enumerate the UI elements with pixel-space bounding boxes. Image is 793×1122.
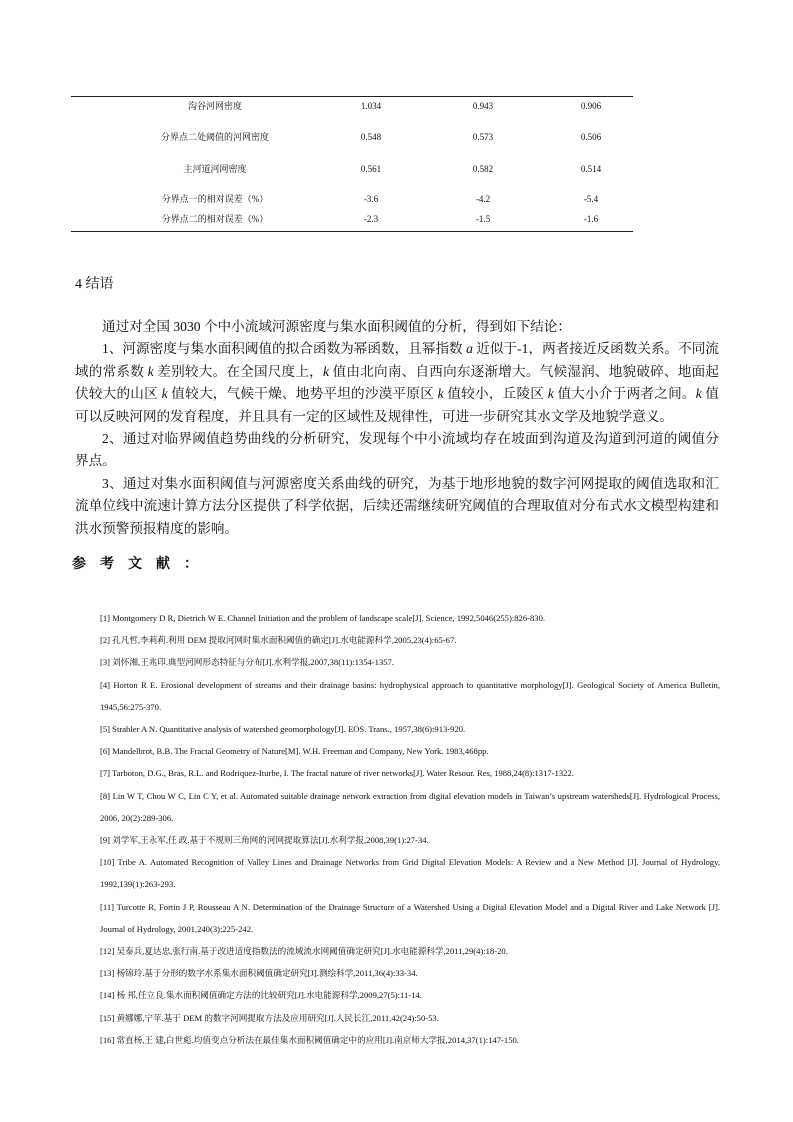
reference-item: [16] 常直杨,王 建,白世彪.均值变点分析法在最佳集水面积阈值确定中的应用[J].南京师大学报,2014,37(1):147-150. bbox=[100, 1034, 519, 1045]
references-list bbox=[100, 607, 720, 1051]
reference-item: [4] Horton R E. Erosional development of streams and their drainage basins: hydrophysical approach to quantitative morphology[J]. Geological Society of America Bulletin, 1945,56:275-370. bbox=[100, 679, 720, 712]
table-cell: 主河道河网密度 bbox=[183, 164, 247, 174]
conclusion-item-1: 1、河源密度与集水面积阈值的拟合函数为幂函数，且幂指数 a 近似于-1，两者接近反函数关系。不同流域的常系数 k 差别较大。在全国尺度上，k 值由北向南、自西向东逐渐增大。气候湿润、地貌破碎、地面起伏较大的山区 k 值较大，气候干燥、地势平坦的沙漠平原区 k 值较小，丘陵区 k 值大小介于两者之间。k 值可以反映河网的发育程度，并且具有一定的区域性及规律性，可进一步研究其水文学及地貌学意义。 bbox=[75, 341, 720, 424]
table-row bbox=[71, 130, 633, 144]
reference-item: [5] Strahler A N. Quantitative analysis of watershed geomorphology[J]. EOS. Trans., 1957,38(6):913-920. bbox=[100, 724, 466, 735]
table-cell: 0.582 bbox=[472, 164, 494, 174]
reference-item: [7] Tarboton, D.G., Bras, R.L. and Rodriquez-Iturbe, I. The fractal nature of river networks[J]. Water Resour. Res, 1988,24(8):1317-1322. bbox=[100, 768, 574, 779]
table-cell: 0.943 bbox=[472, 101, 494, 111]
reference-item: [10] Tribe A. Automated Recognition of Valley Lines and Drainage Networks from Grid Digital Elevation Models: A Review and a New Method [J]. Journal of Hydrology, 1992,139(1):263-293. bbox=[100, 857, 720, 890]
table-cell: 0.906 bbox=[580, 101, 602, 111]
conclusion-intro: 通过对全国 3030 个中小流域河源密度与集水面积阈值的分析，得到如下结论： bbox=[102, 319, 571, 334]
table-cell: 0.548 bbox=[360, 132, 382, 142]
reference-item: [2] 孔凡哲,李莉莉.利用 DEM 提取河网时集水面积阈值的确定[J].水电能源科学,2005,23(4):65-67. bbox=[100, 635, 457, 646]
reference-item: [14] 杨 邦,任立良.集水面积阈值确定方法的比较研究[J].水电能源科学,2009,27(5):11-14. bbox=[100, 990, 422, 1001]
table-cell: 1.034 bbox=[360, 101, 382, 111]
table-cell: -1.6 bbox=[583, 214, 599, 224]
table-cell: -4.2 bbox=[475, 194, 491, 204]
table-row bbox=[71, 212, 633, 226]
table-cell: 沟谷河网密度 bbox=[187, 101, 242, 111]
table-top-rule bbox=[71, 96, 633, 97]
conclusion-item-2: 2、通过对临界阈值趋势曲线的分析研究，发现每个中小流域均存在坡面到沟道及沟道到河道的阈值分界点。 bbox=[75, 431, 719, 469]
table-cell: 0.506 bbox=[580, 132, 602, 142]
conclusion-item-3: 3、通过对集水面积阈值与河源密度关系曲线的研究，为基于地形地貌的数字河网提取的阈值选取和汇流单位线中流速计算方法分区提供了科学依据，后续还需继续研究阈值的合理取值对分布式水文模型构建和洪水预警预报精度的影响。 bbox=[75, 475, 719, 536]
table-bottom-rule bbox=[71, 231, 633, 232]
conclusion-body bbox=[75, 316, 719, 540]
table-cell: -1.5 bbox=[475, 214, 491, 224]
reference-item: [11] Turcotte R, Fortin J P, Rousseau A N. Determination of the Drainage Structure of a Watershed Using a Digital Elevation Model and a Digital River and Lake Network [J]. Journal of Hydrology, 2001,240(3):225-242. bbox=[100, 901, 720, 934]
table-cell: 0.514 bbox=[580, 164, 602, 174]
table-cell: -2.3 bbox=[363, 214, 379, 224]
table-row bbox=[71, 162, 633, 176]
table-row bbox=[71, 192, 633, 206]
table-cell: -5.4 bbox=[583, 194, 599, 204]
reference-item: [6] Mandelbrot, B.B. The Fractal Geometry of Nature[M]. W.H. Freeman and Company, New York. 1983,468pp. bbox=[100, 746, 489, 757]
table-cell: 0.573 bbox=[472, 132, 494, 142]
table-row bbox=[71, 99, 633, 113]
table-cell: 0.561 bbox=[360, 164, 382, 174]
references-heading: 参考文献： bbox=[72, 556, 212, 572]
reference-item: [8] Lin W T, Chou W C, Lin C Y, et al. Automated suitable drainage network extraction from digital elevation models in Taiwan’s upstream watersheds[J]. Hydrological Process, 2006, 20(2):289-306. bbox=[100, 790, 720, 823]
reference-item: [1] Montgomery D R, Dietrich W E. Channel Initiation and the problem of landscape scale[J]. Science, 1992,5046(255):826-830. bbox=[100, 613, 546, 623]
reference-item: [13] 杨锦玲.基于分形的数字水系集水面积阈值确定研究[J].测绘科学,2011,36(4):33-34. bbox=[100, 968, 418, 979]
reference-item: [15] 黄娜娜,宁苹.基于 DEM 的数字河网提取方法及应用研究[J].人民长江,2011,42(24):50-53. bbox=[100, 1012, 439, 1023]
section-heading: 4 结语 bbox=[75, 277, 114, 292]
table-cell: -3.6 bbox=[363, 194, 379, 204]
reference-item: [12] 吴泰兵,夏达忠,张行南.基于改进适度指数法的流域流水网阈值确定研究[J].水电能源科学,2011,29(4):18-20. bbox=[100, 946, 508, 957]
table-cell: 分界点二处阈值的河网密度 bbox=[160, 132, 269, 142]
table-cell: 分界点一的相对误差（%） bbox=[161, 194, 269, 204]
reference-item: [3] 刘怀湘,王兆印.典型河网形态特征与分布[J].水利学报,2007,38(11):1354-1357. bbox=[100, 657, 395, 668]
reference-item: [9] 刘学军,王永军,任 政.基于不规则三角网的河网提取算法[J].水利学报,2008,39(1):27-34. bbox=[100, 835, 429, 846]
table-cell: 分界点二的相对误差（%） bbox=[161, 214, 269, 224]
